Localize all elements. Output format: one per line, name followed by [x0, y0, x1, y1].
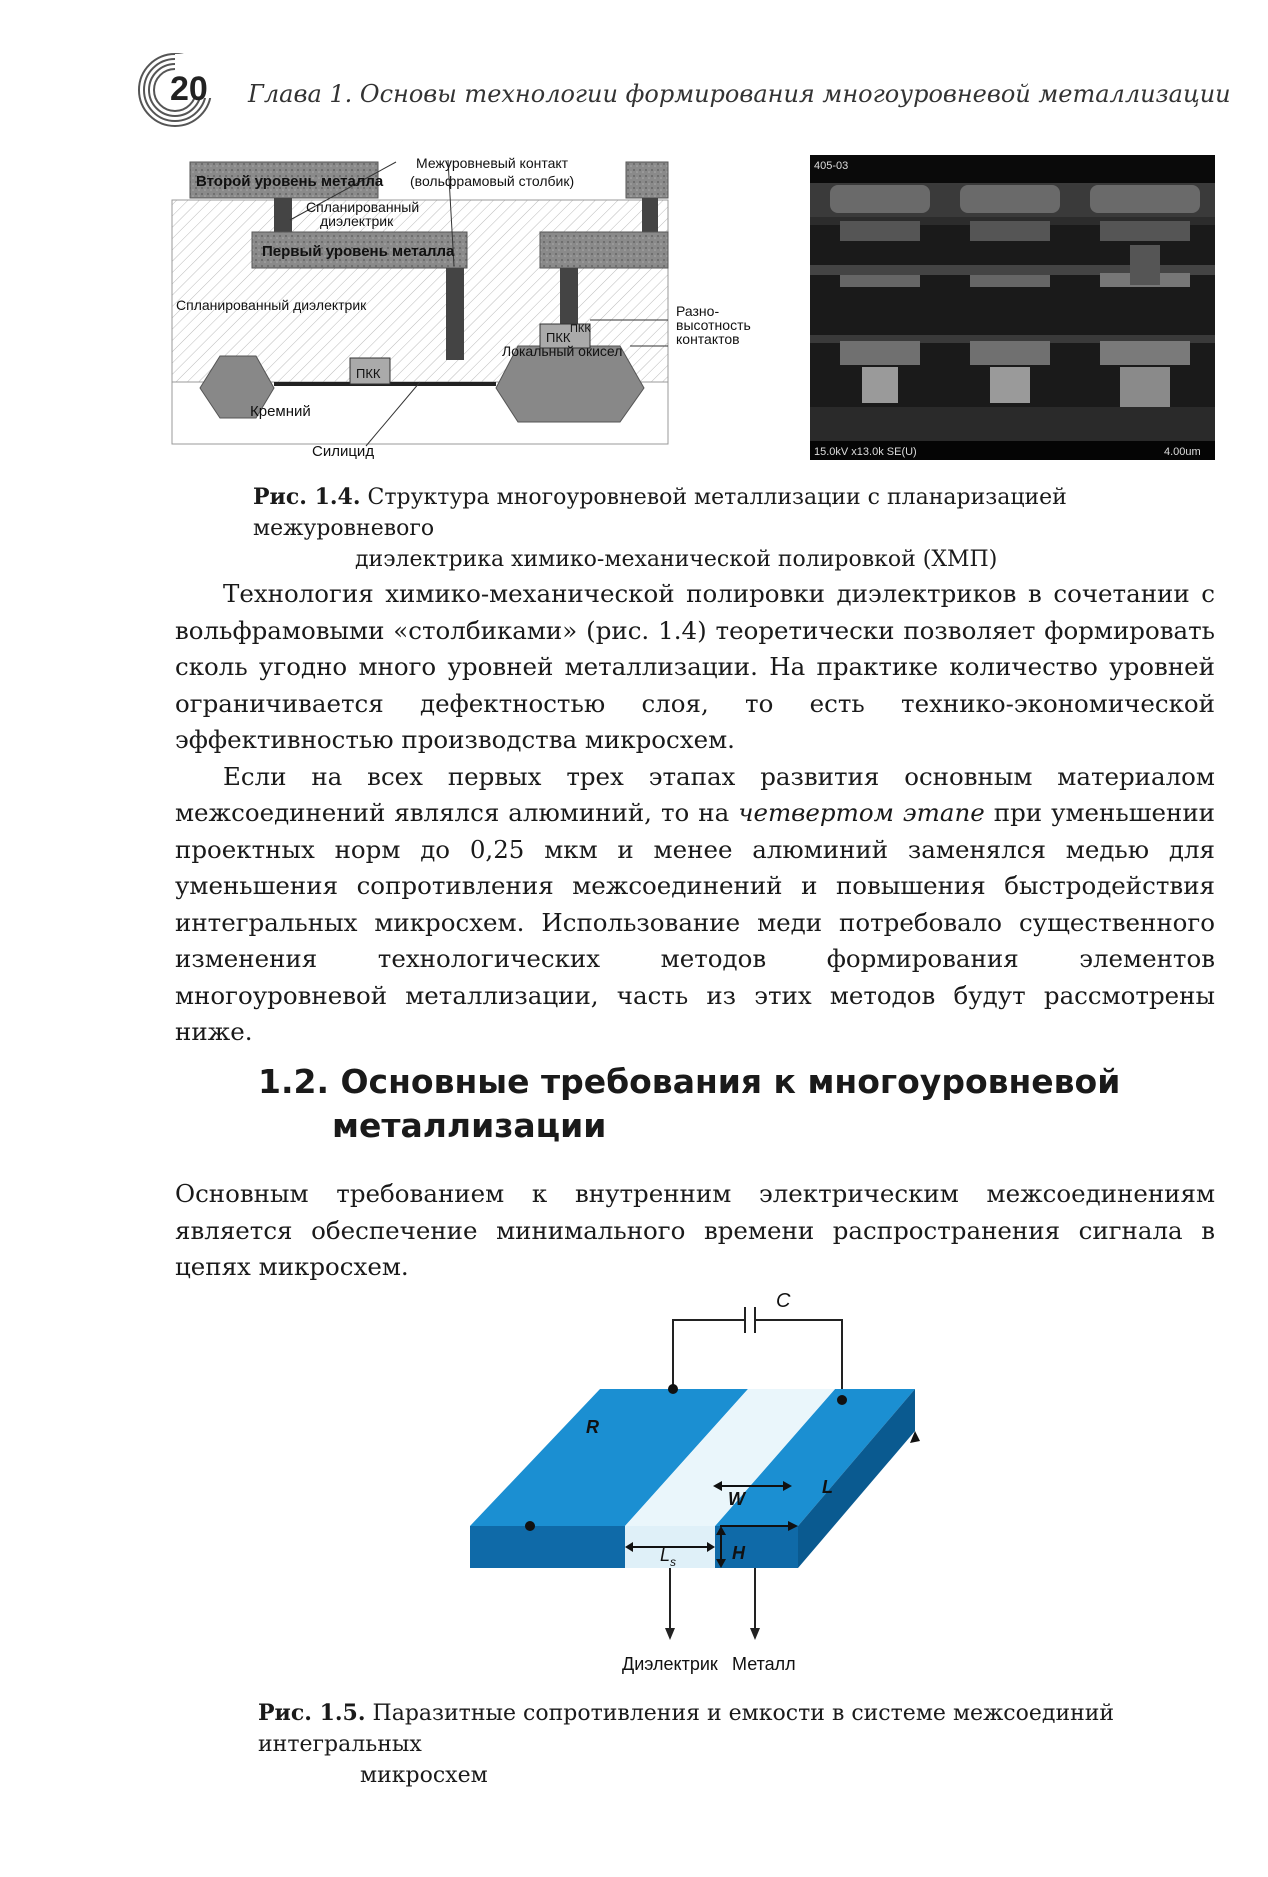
- paragraph-2-part-a: Если на всех первых трех этапах развития основным материалом межсоединений являлся алюминий, то на: [175, 761, 1215, 827]
- figure-1-5-caption: [258, 1698, 1228, 1791]
- figure-1-5-diagram: [470, 1285, 940, 1685]
- figure-1-5-caption-label: Рис. 1.5.: [258, 1700, 366, 1726]
- label-ls-subscript: s: [670, 1555, 677, 1569]
- figure-1-5-caption-text-1: Паразитные сопротивления и емкости в системе межсоединий интегральных: [258, 1701, 1115, 1757]
- sem-scale-label: 4.00um: [1164, 446, 1201, 458]
- label-metal: Металл: [732, 1654, 796, 1674]
- label-planarized-dielectric-1: Спланированный: [306, 199, 420, 215]
- label-height-diff-2: высотность: [676, 317, 751, 333]
- figure-1-5-caption-text-2: микросхем: [360, 1763, 488, 1788]
- paragraph-2-emphasis: четвертом этапе: [738, 798, 985, 827]
- label-c: C: [776, 1290, 791, 1312]
- label-height-diff-1: Разно-: [676, 303, 720, 319]
- label-dielectric: Диэлектрик: [622, 1654, 718, 1674]
- paragraph-1: Технология химико-механической полировки диэлектриков в сочетании с вольфрамовыми «столбиками» (рис. 1.4) теоретически позволяет формировать сколь угодно много уровней металлизации. На практике количество уровней ограничивается дефектностью слоя, то есть технико-экономической эффективностью производства микросхем.: [175, 579, 1215, 754]
- figure-1-4-caption-label: Рис. 1.4.: [253, 484, 361, 510]
- running-header: Глава 1. Основы технологии формирования многоуровневой металлизации: [248, 80, 1231, 108]
- sem-id-label: 405-03: [814, 160, 849, 172]
- label-l: L: [822, 1477, 833, 1497]
- label-pkk-3: ПКК: [570, 323, 591, 335]
- body-text: [175, 576, 1215, 1051]
- section-heading-line-1: 1.2. Основные требования к многоуровневой: [258, 1062, 1121, 1101]
- figure-1-4-caption-text-1: Структура многоуровневой металлизации с планаризацией межуровневого: [253, 485, 1067, 541]
- label-second-metal: Второй уровень металла: [196, 173, 384, 190]
- label-pkk-2: ПКК: [546, 330, 571, 345]
- figure-1-4-caption-text-2: диэлектрика химико-механической полировкой (ХМП): [355, 547, 998, 572]
- section-heading-line-2: металлизации: [332, 1106, 607, 1145]
- label-planarized-dielectric-full: Спланированный диэлектрик: [176, 297, 367, 313]
- section-paragraph-1: Основным требованием к внутренним электрическим межсоединениям является обеспечение минимального времени распространения сигнала в цепях микросхем.: [175, 1179, 1215, 1281]
- label-h: H: [732, 1543, 745, 1563]
- figure-1-4-diagram: [170, 150, 800, 470]
- paragraph-2-part-b: при уменьшении проектных норм до 0,25 мкм и менее алюминий заменялся медью для уменьшения сопротивления межсоединений и повышения быстродействия интегральных микросхем. Использование меди потребовало существенного изменения технологических методов формирования элементов многоуровневой металлизации, часть из этих методов будут рассмотрены ниже.: [175, 798, 1215, 1046]
- section-heading: [258, 1060, 1120, 1148]
- label-planarized-dielectric-2: диэлектрик: [320, 213, 394, 229]
- label-silicide: Силицид: [312, 443, 375, 460]
- label-height-diff-3: контактов: [676, 331, 740, 347]
- label-first-metal: Первый уровень металла: [262, 243, 455, 260]
- sem-params-label: 15.0kV x13.0k SE(U): [814, 446, 917, 458]
- label-tungsten-plug: (вольфрамовый столбик): [410, 173, 575, 189]
- label-pkk-1: ПКК: [356, 366, 381, 381]
- label-r: R: [586, 1417, 599, 1437]
- label-ls-main: L: [660, 1545, 671, 1565]
- figure-1-4-sem-image: [810, 155, 1215, 460]
- section-text: [175, 1176, 1215, 1286]
- figure-1-4-caption: [253, 482, 1223, 575]
- page-number: 20: [170, 70, 208, 108]
- label-silicon: Кремний: [250, 403, 311, 420]
- label-interlevel-contact: Межуровневый контакт: [416, 155, 569, 171]
- label-local-oxide: Локальный окисел: [502, 343, 623, 359]
- paragraph-2: [175, 759, 1215, 1051]
- label-w: W: [728, 1489, 745, 1509]
